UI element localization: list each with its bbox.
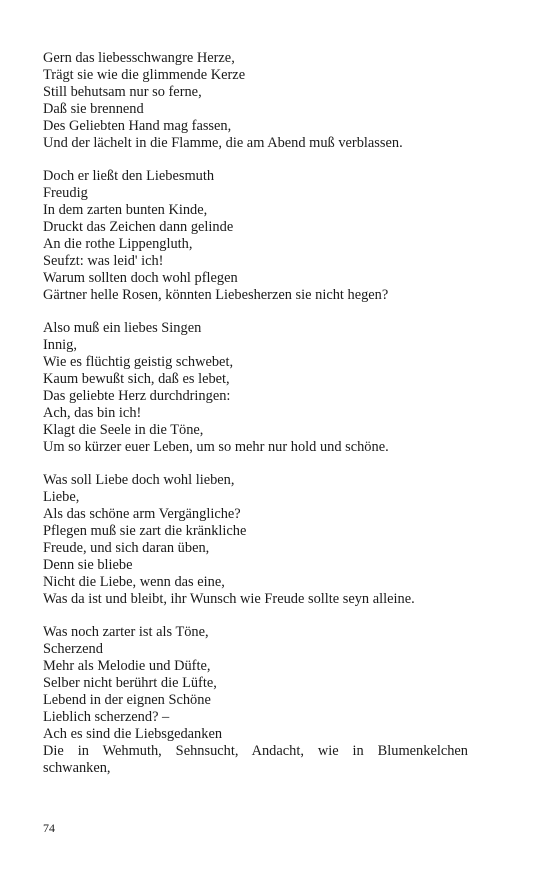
poem-line: Als das schöne arm Vergängliche? [43, 506, 241, 522]
stanza-2 [43, 168, 468, 304]
poem-line: Doch er ließt den Liebesmuth [43, 168, 215, 184]
poem-line: Gern das liebesschwangre Herze, [43, 50, 235, 66]
poem-line: Scherzend [43, 641, 103, 657]
poem-line: Lieblich scherzend? – [43, 709, 170, 725]
poem-line: Mehr als Melodie und Düfte, [43, 658, 211, 674]
poem-line: Die in Wehmuth, Sehnsucht, Andacht, wie in Blumenkelchen [43, 743, 468, 759]
poem-line: Was soll Liebe doch wohl lieben, [43, 472, 235, 488]
poem-line: schwanken, [43, 760, 111, 776]
poem-line: Denn sie bliebe [43, 557, 133, 573]
poem-line: Was noch zarter ist als Töne, [43, 624, 209, 640]
stanza-5 [43, 624, 468, 777]
poem-line: Kaum bewußt sich, daß es lebet, [43, 371, 230, 387]
poem-line: Warum sollten doch wohl pflegen [43, 270, 238, 286]
poem-line: Um so kürzer euer Leben, um so mehr nur hold und schöne. [43, 439, 389, 455]
poem-line: Freude, und sich daran üben, [43, 540, 210, 556]
poem-line: Gärtner helle Rosen, könnten Liebesherzen sie nicht hegen? [43, 287, 389, 303]
poem-line: Freudig [43, 185, 88, 201]
poem-line: Still behutsam nur so ferne, [43, 84, 202, 100]
poem-line: Des Geliebten Hand mag fassen, [43, 118, 232, 134]
poem-line: Klagt die Seele in die Töne, [43, 422, 204, 438]
poem-line: Nicht die Liebe, wenn das eine, [43, 574, 225, 590]
poem-line: Lebend in der eignen Schöne [43, 692, 211, 708]
poem-line: An die rothe Lippengluth, [43, 236, 193, 252]
poem-line: Wie es flüchtig geistig schwebet, [43, 354, 234, 370]
poem-line: Selber nicht berührt die Lüfte, [43, 675, 217, 691]
poem-line: Was da ist und bleibt, ihr Wunsch wie Freude sollte seyn alleine. [43, 591, 415, 607]
poem-line: Ach es sind die Liebsgedanken [43, 726, 223, 742]
stanza-4 [43, 472, 468, 608]
poem-line: Innig, [43, 337, 77, 353]
poem-line: In dem zarten bunten Kinde, [43, 202, 208, 218]
poem-line: Pflegen muß sie zart die kränkliche [43, 523, 247, 539]
poem-line: Also muß ein liebes Singen [43, 320, 202, 336]
poem-line: Liebe, [43, 489, 80, 505]
poem-line: Daß sie brennend [43, 101, 144, 117]
poem-line: Trägt sie wie die glimmende Kerze [43, 67, 246, 83]
poem-line: Und der lächelt in die Flamme, die am Abend muß verblassen. [43, 135, 403, 151]
poem-line: Ach, das bin ich! [43, 405, 142, 421]
stanza-3 [43, 320, 468, 456]
poem-line: Seufzt: was leid' ich! [43, 253, 164, 269]
stanza-1 [43, 50, 468, 152]
poem-line: Das geliebte Herz durchdringen: [43, 388, 231, 404]
poem-line: Druckt das Zeichen dann gelinde [43, 219, 234, 235]
poem-text [43, 50, 468, 793]
page-number: 74 [43, 821, 55, 835]
